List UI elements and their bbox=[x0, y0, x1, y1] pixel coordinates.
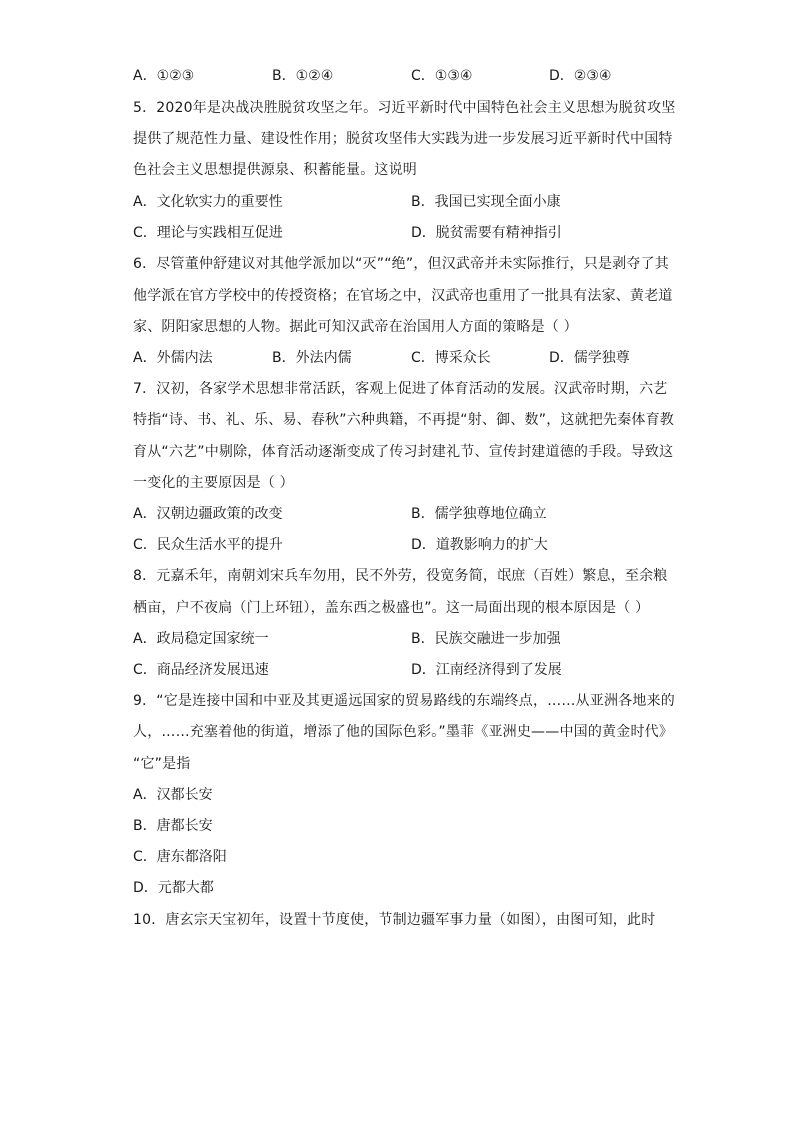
q8-stem-line-2: 栖亩，户不夜扃（门上环钮），盖东西之极盛也”。这一局面出现的根本原因是（ ） bbox=[133, 600, 650, 616]
q7-stem-line-2: 特指“诗、书、礼、乐、易、春秋”六种典籍，不再提“射、御、数”，这就把先秦体育教 bbox=[133, 412, 675, 428]
q7-option-d[interactable]: D．道教影响力的扩大 bbox=[411, 537, 548, 553]
q8-option-b[interactable]: B．民族交融进一步加强 bbox=[411, 631, 561, 647]
q5-option-b[interactable]: B．我国已实现全面小康 bbox=[411, 194, 561, 210]
q6-stem-line-2: 他学派在官方学校中的传授资格；在官场之中，汉武帝也重用了一批具有法家、黄老道 bbox=[133, 288, 673, 304]
q7-option-b[interactable]: B．儒学独尊地位确立 bbox=[411, 506, 547, 522]
q7-stem-line-1: 7．汉初，各家学术思想非常活跃，客观上促进了体育活动的发展。汉武帝时期，六艺 bbox=[133, 381, 668, 397]
q4-option-d[interactable]: D．②③④ bbox=[549, 68, 612, 84]
q7-option-a[interactable]: A．汉朝边疆政策的改变 bbox=[133, 506, 283, 522]
q6-stem-line-3: 家、阴阳家思想的人物。据此可知汉武帝在治国用人方面的策略是（ ） bbox=[133, 319, 578, 335]
q7-option-c[interactable]: C．民众生活水平的提升 bbox=[133, 537, 283, 553]
q8-option-d[interactable]: D．江南经济得到了发展 bbox=[411, 662, 562, 678]
q6-option-d[interactable]: D．儒学独尊 bbox=[549, 350, 630, 366]
q4-option-a[interactable]: A．①②③ bbox=[133, 68, 195, 84]
q9-stem-line-3: “它”是指 bbox=[133, 756, 191, 772]
q7-stem-line-4: 一变化的主要原因是（ ） bbox=[133, 475, 294, 491]
q8-option-a[interactable]: A．政局稳定国家统一 bbox=[133, 631, 269, 647]
q6-option-a[interactable]: A．外儒内法 bbox=[133, 350, 213, 366]
q10-stem-line-1: 10．唐玄宗天宝初年，设置十节度使，节制边疆军事力量（如图），由图可知，此时 bbox=[133, 912, 656, 928]
q7-stem-line-3: 育从“六艺”中剔除，体育活动逐渐变成了传习封建礼节、宣传封建道德的手段。导致这 bbox=[133, 444, 674, 460]
q9-stem-line-1: 9．“它是连接中国和中亚及其更遥远国家的贸易路线的东端终点，……从亚洲各地来的 bbox=[133, 693, 675, 709]
q9-option-a[interactable]: A．汉都长安 bbox=[133, 787, 213, 803]
q9-option-b[interactable]: B．唐都长安 bbox=[133, 818, 213, 834]
q4-option-c[interactable]: C．①③④ bbox=[411, 68, 473, 84]
q5-option-d[interactable]: D．脱贫需要有精神指引 bbox=[411, 225, 562, 241]
q6-option-b[interactable]: B．外法内儒 bbox=[272, 350, 352, 366]
q4-option-b[interactable]: B．①②④ bbox=[272, 68, 334, 84]
q5-stem-line-2: 提供了规范性力量、建设性作用；脱贫攻坚伟大实践为进一步发展习近平新时代中国特 bbox=[133, 131, 673, 147]
q9-option-d[interactable]: D．元都大都 bbox=[133, 880, 214, 896]
q8-stem-line-1: 8．元嘉禾年，南朝刘宋兵车勿用，民不外劳，役宽务简，氓庶（百姓）繁息，至余粮 bbox=[133, 568, 668, 584]
q5-option-c[interactable]: C．理论与实践相互促进 bbox=[133, 225, 283, 241]
q9-stem-line-2: 人，……充塞着他的街道，增添了他的国际色彩。”墨菲《亚洲史——中国的黄金时代》 bbox=[133, 724, 674, 740]
q6-option-c[interactable]: C．博采众长 bbox=[411, 350, 491, 366]
q9-option-c[interactable]: C．唐东都洛阳 bbox=[133, 849, 227, 865]
q5-stem-line-3: 色社会主义思想提供源泉、积蓄能量。这说明 bbox=[133, 162, 417, 178]
q8-option-c[interactable]: C．商品经济发展迅速 bbox=[133, 662, 269, 678]
q6-stem-line-1: 6．尽管董仲舒建议对其他学派加以“灭”“绝”，但汉武帝并未实际推行，只是剥夺了其 bbox=[133, 256, 669, 272]
q5-option-a[interactable]: A．文化软实力的重要性 bbox=[133, 194, 283, 210]
q5-stem-line-1: 5．2020年是决战决胜脱贫攻坚之年。习近平新时代中国特色社会主义思想为脱贫攻坚 bbox=[133, 100, 676, 116]
